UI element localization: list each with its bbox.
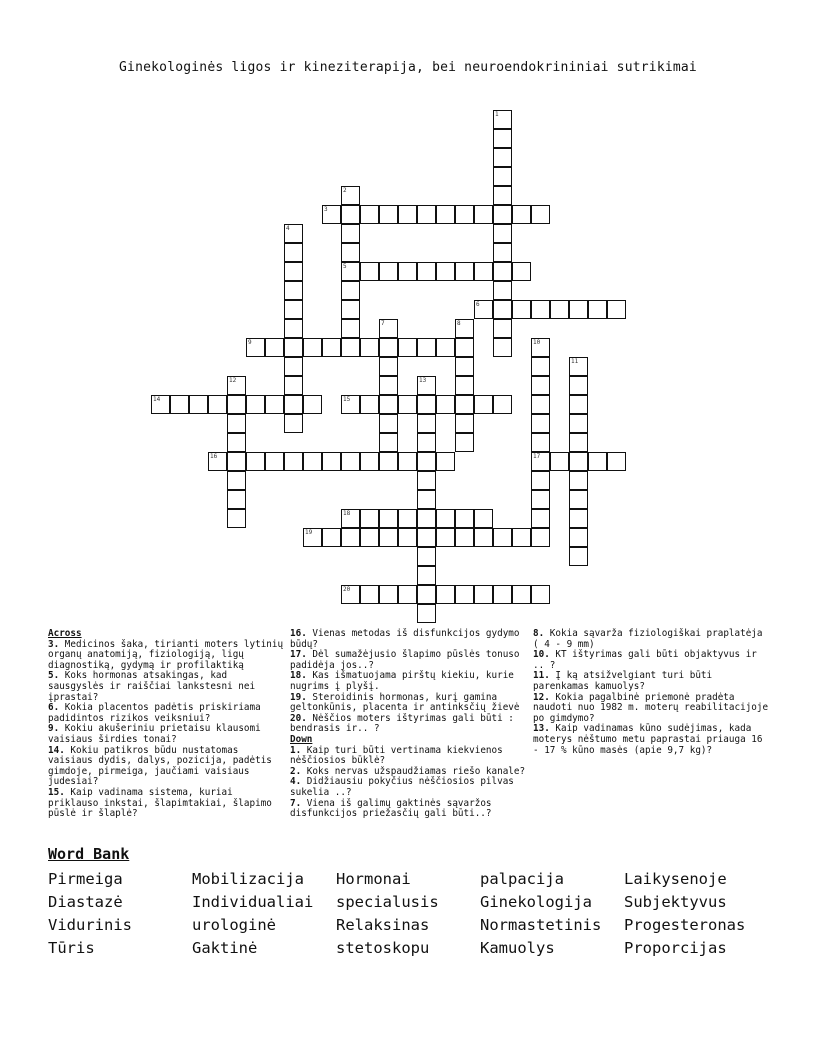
- grid-cell[interactable]: [493, 110, 512, 129]
- grid-cell[interactable]: [455, 205, 474, 224]
- grid-cell[interactable]: [227, 376, 246, 395]
- grid-cell[interactable]: [379, 395, 398, 414]
- clue-text: Kas išmatuojama pirštų kiekiu, kurie nugrims į plyšį.: [290, 670, 514, 692]
- grid-cell[interactable]: [284, 281, 303, 300]
- grid-cell[interactable]: [569, 452, 588, 471]
- puzzle-title: Ginekologinės ligos ir kineziterapija, bei neuroendokrininiai sutrikimai: [119, 60, 697, 75]
- grid-cell[interactable]: [284, 414, 303, 433]
- word-bank-word: Ginekologija: [480, 893, 592, 911]
- word-bank-word: Vidurinis: [48, 916, 132, 934]
- clue-text: Nėščios moters ištyrimas gali būti : bendrasis ir.. ?: [290, 712, 514, 735]
- grid-cell[interactable]: [417, 414, 436, 433]
- grid-cell[interactable]: [493, 243, 512, 262]
- grid-cell[interactable]: [398, 585, 417, 604]
- grid-cell-number: 17: [533, 453, 541, 460]
- grid-cell[interactable]: [284, 376, 303, 395]
- clue-number: 11.: [533, 670, 550, 682]
- grid-cell[interactable]: [436, 509, 455, 528]
- clue-text: Kokiu patikros būdu nustatomas vaisiaus dydis, dalys, pozicija, padėtis gimdoje, pirmeiga, jaučiami vaisiaus judesiai?: [48, 744, 272, 788]
- grid-cell[interactable]: [588, 452, 607, 471]
- grid-cell[interactable]: [284, 319, 303, 338]
- word-bank-word: Subjektyvus: [624, 893, 727, 911]
- grid-cell-number: 4: [286, 225, 290, 232]
- grid-cell[interactable]: [322, 452, 341, 471]
- grid-cell[interactable]: [493, 262, 512, 281]
- grid-cell[interactable]: [588, 300, 607, 319]
- grid-cell[interactable]: [417, 395, 436, 414]
- grid-cell[interactable]: [474, 585, 493, 604]
- clue-text: Kaip vadinamas kūno sudėjimas, kada moterys nėštumo metu paprastai priauga 16 - 17 % kūno masės (apie 9,7 kg)?: [533, 723, 763, 756]
- clue-item: [48, 788, 288, 820]
- grid-cell[interactable]: [227, 414, 246, 433]
- word-bank: [48, 868, 768, 960]
- word-bank-row: [48, 937, 768, 960]
- grid-cell-number: 7: [381, 320, 385, 327]
- grid-cell[interactable]: [455, 376, 474, 395]
- grid-cell[interactable]: [379, 528, 398, 547]
- clue-text: Koks nervas užspaudžiamas riešo kanale?: [301, 765, 526, 777]
- grid-cell[interactable]: [360, 509, 379, 528]
- grid-cell[interactable]: [341, 452, 360, 471]
- grid-cell[interactable]: [379, 585, 398, 604]
- grid-cell[interactable]: [379, 262, 398, 281]
- clue-item: [48, 746, 288, 788]
- grid-cell[interactable]: [227, 433, 246, 452]
- word-bank-word: palpacija: [480, 870, 564, 888]
- word-bank-word: Hormonai: [336, 870, 411, 888]
- clue-item: [533, 724, 773, 756]
- clue-text: Steroidinis hormonas, kurį gamina geltonkūnis, placenta ir antinksčių žievė: [290, 691, 520, 714]
- grid-cell[interactable]: [493, 528, 512, 547]
- grid-cell-number: 3: [324, 206, 328, 213]
- grid-cell-number: 6: [476, 301, 480, 308]
- clue-item: [48, 671, 288, 703]
- grid-cell[interactable]: [170, 395, 189, 414]
- grid-cell[interactable]: [398, 395, 417, 414]
- word-bank-row: [48, 914, 768, 937]
- word-bank-word: Tūris: [48, 939, 95, 957]
- grid-cell[interactable]: [493, 319, 512, 338]
- grid-cell-number: 1: [495, 111, 499, 118]
- grid-cell[interactable]: [208, 452, 227, 471]
- grid-cell[interactable]: [493, 129, 512, 148]
- clue-number: 13.: [533, 723, 550, 735]
- grid-cell[interactable]: [436, 338, 455, 357]
- grid-cell[interactable]: [531, 528, 550, 547]
- grid-cell[interactable]: [360, 528, 379, 547]
- word-bank-word: Normastetinis: [480, 916, 602, 934]
- clue-number: 4.: [290, 776, 302, 788]
- grid-cell[interactable]: [341, 243, 360, 262]
- grid-cell[interactable]: [474, 300, 493, 319]
- clue-text: Dėl sumažėjusio šlapimo pūslės tonuso padidėja jos..?: [290, 649, 520, 671]
- grid-cell[interactable]: [531, 433, 550, 452]
- grid-cell[interactable]: [531, 300, 550, 319]
- grid-cell[interactable]: [417, 585, 436, 604]
- clue-number: 2.: [290, 765, 302, 777]
- grid-cell-number: 10: [533, 339, 541, 346]
- grid-cell[interactable]: [379, 509, 398, 528]
- grid-cell[interactable]: [493, 205, 512, 224]
- word-bank-word: Laikysenoje: [624, 870, 727, 888]
- grid-cell-number: 18: [343, 510, 351, 517]
- grid-cell[interactable]: [455, 433, 474, 452]
- grid-cell[interactable]: [322, 205, 341, 224]
- grid-cell-number: 2: [343, 187, 347, 194]
- word-bank-row: [48, 891, 768, 914]
- grid-cell[interactable]: [341, 338, 360, 357]
- grid-cell[interactable]: [436, 585, 455, 604]
- word-bank-word: Pirmeiga: [48, 870, 123, 888]
- grid-cell[interactable]: [512, 528, 531, 547]
- grid-cell[interactable]: [474, 395, 493, 414]
- grid-cell[interactable]: [379, 433, 398, 452]
- grid-cell[interactable]: [417, 509, 436, 528]
- grid-cell[interactable]: [531, 585, 550, 604]
- grid-cell[interactable]: [322, 338, 341, 357]
- grid-cell[interactable]: [493, 281, 512, 300]
- clues-column-2: [290, 629, 530, 820]
- grid-cell[interactable]: [227, 471, 246, 490]
- grid-cell[interactable]: [474, 262, 493, 281]
- grid-cell[interactable]: [341, 205, 360, 224]
- grid-cell[interactable]: [455, 528, 474, 547]
- grid-cell[interactable]: [550, 300, 569, 319]
- grid-cell[interactable]: [531, 414, 550, 433]
- grid-cell[interactable]: [284, 224, 303, 243]
- word-bank-title: Word Bank: [48, 845, 130, 863]
- grid-cell-number: 20: [343, 586, 351, 593]
- grid-cell-number: 16: [210, 453, 218, 460]
- grid-cell[interactable]: [341, 528, 360, 547]
- clue-text: Didžiausiu pokyčius nėščiosios pilvas sukelia ..?: [290, 776, 514, 798]
- grid-cell[interactable]: [417, 566, 436, 585]
- grid-cell[interactable]: [474, 205, 493, 224]
- clue-text: Viena iš galimų gaktinės sąvaržos disfunkcijos priežasčių gali būti..?: [290, 797, 492, 820]
- clue-number: 14.: [48, 744, 65, 756]
- clue-text: Kaip vadinama sistema, kuriai priklauso inkstai, šlapimtakiai, šlapimo pūslė ir šlaplė?: [48, 786, 272, 820]
- grid-cell[interactable]: [341, 395, 360, 414]
- clue-number: 8.: [533, 628, 545, 639]
- clues-column-1: [48, 629, 288, 820]
- grid-cell[interactable]: [493, 224, 512, 243]
- grid-cell[interactable]: [189, 395, 208, 414]
- grid-cell[interactable]: [284, 452, 303, 471]
- grid-cell-number: 9: [248, 339, 252, 346]
- clue-text: Vienas metodas iš disfunkcijos gydymo būdų?: [290, 628, 520, 650]
- clue-number: 10.: [533, 649, 550, 661]
- grid-cell[interactable]: [493, 148, 512, 167]
- grid-cell[interactable]: [474, 509, 493, 528]
- grid-cell[interactable]: [341, 319, 360, 338]
- clue-item: [533, 629, 773, 650]
- grid-cell[interactable]: [455, 357, 474, 376]
- grid-cell[interactable]: [284, 243, 303, 262]
- clue-text: Medicinos šaka, tirianti moters lytinių organų anatomiją, fiziologiją, ligų diagnostiką, gydymą ir profilaktiką: [48, 638, 284, 671]
- grid-cell[interactable]: [569, 300, 588, 319]
- clue-number: 3.: [48, 638, 60, 650]
- grid-cell[interactable]: [341, 262, 360, 281]
- grid-cell[interactable]: [512, 300, 531, 319]
- grid-cell[interactable]: [284, 357, 303, 376]
- grid-cell-number: 8: [457, 320, 461, 327]
- grid-cell[interactable]: [417, 471, 436, 490]
- clue-number: 5.: [48, 670, 60, 682]
- grid-cell[interactable]: [379, 376, 398, 395]
- grid-cell[interactable]: [531, 490, 550, 509]
- grid-cell[interactable]: [360, 452, 379, 471]
- grid-cell-number: 11: [571, 358, 579, 365]
- word-bank-word: stetoskopu: [336, 939, 430, 957]
- grid-cell-number: 14: [153, 396, 161, 403]
- word-bank-word: Gaktinė: [192, 939, 258, 957]
- grid-cell[interactable]: [303, 528, 322, 547]
- grid-cell-number: 13: [419, 377, 427, 384]
- grid-cell[interactable]: [246, 395, 265, 414]
- word-bank-word: Progesteronas: [624, 916, 746, 934]
- grid-cell[interactable]: [398, 528, 417, 547]
- grid-cell[interactable]: [341, 585, 360, 604]
- grid-cell[interactable]: [417, 262, 436, 281]
- clues-column-3: [533, 629, 773, 756]
- clue-number: 7.: [290, 797, 302, 809]
- clue-text: Koks hormonas atsakingas, kad sausgyslės ir raiščiai lankstesni nei įprastai?: [48, 670, 256, 703]
- grid-cell[interactable]: [474, 528, 493, 547]
- grid-cell[interactable]: [531, 509, 550, 528]
- grid-cell[interactable]: [417, 433, 436, 452]
- clue-number: 17.: [290, 649, 307, 661]
- clue-item: [533, 650, 773, 671]
- clue-number: 1.: [290, 744, 302, 756]
- clue-text: Kokia placentos padėtis priskiriama padidintos rizikos veiksniui?: [48, 702, 261, 724]
- clue-text: Kokiu akušeriniu prietaisu klausomi vaisiaus širdies tonai?: [48, 723, 261, 745]
- grid-cell[interactable]: [493, 167, 512, 186]
- grid-cell[interactable]: [398, 205, 417, 224]
- grid-cell[interactable]: [360, 585, 379, 604]
- grid-cell[interactable]: [455, 319, 474, 338]
- grid-cell[interactable]: [569, 357, 588, 376]
- grid-cell[interactable]: [436, 205, 455, 224]
- clue-text: Į ką atsižvelgiant turi būti parenkamas kamuolys?: [533, 670, 713, 692]
- clue-item: [290, 799, 530, 820]
- grid-cell[interactable]: [607, 300, 626, 319]
- grid-cell[interactable]: [284, 338, 303, 357]
- grid-cell[interactable]: [341, 224, 360, 243]
- grid-cell[interactable]: [531, 205, 550, 224]
- grid-cell[interactable]: [417, 490, 436, 509]
- clue-number: 6.: [48, 702, 60, 714]
- grid-cell[interactable]: [246, 338, 265, 357]
- grid-cell[interactable]: [569, 395, 588, 414]
- word-bank-word: Relaksinas: [336, 916, 430, 934]
- grid-cell[interactable]: [569, 490, 588, 509]
- clue-number: 20.: [290, 712, 307, 724]
- grid-cell[interactable]: [379, 357, 398, 376]
- word-bank-word: Diastazė: [48, 893, 123, 911]
- grid-cell[interactable]: [227, 452, 246, 471]
- grid-cell[interactable]: [569, 509, 588, 528]
- grid-cell[interactable]: [360, 395, 379, 414]
- grid-cell[interactable]: [208, 395, 227, 414]
- clue-item: [48, 724, 288, 745]
- grid-cell[interactable]: [455, 338, 474, 357]
- clue-text: Kokia pagalbinė priemonė pradėta naudoti nuo 1982 m. moterų reabilitacijoje po gimdymo?: [533, 691, 769, 724]
- grid-cell[interactable]: [398, 452, 417, 471]
- grid-cell[interactable]: [531, 395, 550, 414]
- grid-cell-number: 19: [305, 529, 313, 536]
- word-bank-word: Individualiai: [192, 893, 314, 911]
- grid-cell[interactable]: [569, 433, 588, 452]
- clue-item: [290, 629, 530, 650]
- grid-cell[interactable]: [360, 338, 379, 357]
- clue-number: 12.: [533, 691, 550, 703]
- clue-number: 18.: [290, 670, 307, 682]
- grid-cell-number: 12: [229, 377, 237, 384]
- grid-cell[interactable]: [227, 509, 246, 528]
- grid-cell[interactable]: [531, 452, 550, 471]
- grid-cell[interactable]: [360, 205, 379, 224]
- grid-cell[interactable]: [512, 585, 531, 604]
- grid-cell[interactable]: [265, 338, 284, 357]
- grid-cell[interactable]: [493, 338, 512, 357]
- grid-cell[interactable]: [341, 509, 360, 528]
- clue-item: [290, 714, 530, 735]
- grid-cell[interactable]: [322, 528, 341, 547]
- clue-text: KT ištyrimas gali būti objaktyvus ir .. ?: [533, 649, 757, 671]
- clue-item: [290, 693, 530, 714]
- grid-cell[interactable]: [417, 338, 436, 357]
- grid-cell[interactable]: [151, 395, 170, 414]
- clue-item: [533, 671, 773, 692]
- clue-number: 19.: [290, 691, 307, 703]
- grid-cell[interactable]: [341, 186, 360, 205]
- word-bank-row: [48, 868, 768, 891]
- word-bank-word: Mobilizacija: [192, 870, 304, 888]
- grid-cell[interactable]: [455, 509, 474, 528]
- grid-cell[interactable]: [531, 376, 550, 395]
- grid-cell[interactable]: [265, 452, 284, 471]
- clue-text: Kokia sąvarža fiziologiškai praplatėja ( 4 - 9 mm): [533, 628, 763, 650]
- word-bank-word: urologinė: [192, 916, 276, 934]
- word-bank-word: Kamuolys: [480, 939, 555, 957]
- grid-cell[interactable]: [265, 395, 284, 414]
- grid-cell[interactable]: [341, 281, 360, 300]
- grid-cell[interactable]: [303, 452, 322, 471]
- grid-cell[interactable]: [493, 585, 512, 604]
- grid-cell[interactable]: [455, 262, 474, 281]
- grid-cell[interactable]: [284, 300, 303, 319]
- grid-cell[interactable]: [379, 338, 398, 357]
- grid-cell[interactable]: [493, 395, 512, 414]
- grid-cell[interactable]: [455, 395, 474, 414]
- clue-item: [48, 640, 288, 672]
- grid-cell[interactable]: [455, 414, 474, 433]
- grid-cell[interactable]: [550, 452, 569, 471]
- grid-cell[interactable]: [379, 452, 398, 471]
- grid-cell[interactable]: [417, 528, 436, 547]
- grid-cell[interactable]: [398, 338, 417, 357]
- grid-cell[interactable]: [455, 585, 474, 604]
- grid-cell[interactable]: [227, 395, 246, 414]
- grid-cell[interactable]: [379, 414, 398, 433]
- across-heading: Across: [48, 628, 82, 639]
- grid-cell[interactable]: [531, 357, 550, 376]
- grid-cell[interactable]: [303, 338, 322, 357]
- grid-cell[interactable]: [512, 262, 531, 281]
- grid-cell[interactable]: [569, 471, 588, 490]
- grid-cell[interactable]: [569, 414, 588, 433]
- grid-cell[interactable]: [341, 300, 360, 319]
- grid-cell[interactable]: [531, 471, 550, 490]
- grid-cell[interactable]: [417, 376, 436, 395]
- grid-cell[interactable]: [436, 528, 455, 547]
- clue-item: [533, 693, 773, 725]
- clue-number: 16.: [290, 628, 307, 639]
- grid-cell[interactable]: [569, 376, 588, 395]
- grid-cell[interactable]: [569, 547, 588, 566]
- grid-cell[interactable]: [246, 452, 265, 471]
- grid-cell[interactable]: [284, 395, 303, 414]
- clue-item: [290, 671, 530, 692]
- clue-item: [48, 703, 288, 724]
- grid-cell[interactable]: [398, 509, 417, 528]
- grid-cell[interactable]: [398, 262, 417, 281]
- grid-cell[interactable]: [379, 319, 398, 338]
- grid-cell-number: 15: [343, 396, 351, 403]
- grid-cell[interactable]: [303, 395, 322, 414]
- clue-number: 9.: [48, 723, 60, 735]
- grid-cell[interactable]: [417, 547, 436, 566]
- grid-cell[interactable]: [512, 205, 531, 224]
- grid-cell[interactable]: [417, 604, 436, 623]
- grid-cell[interactable]: [227, 490, 246, 509]
- word-bank-word: Proporcijas: [624, 939, 727, 957]
- grid-cell[interactable]: [531, 338, 550, 357]
- grid-cell[interactable]: [284, 262, 303, 281]
- grid-cell[interactable]: [417, 205, 436, 224]
- grid-cell[interactable]: [360, 262, 379, 281]
- grid-cell[interactable]: [436, 262, 455, 281]
- grid-cell[interactable]: [436, 395, 455, 414]
- grid-cell[interactable]: [436, 452, 455, 471]
- clue-text: Kaip turi būti vertinama kiekvienos nėščiosios būklė?: [290, 744, 503, 767]
- grid-cell[interactable]: [493, 186, 512, 205]
- clue-item: [290, 650, 530, 671]
- word-bank-word: specialusis: [336, 893, 439, 911]
- clue-item: [290, 777, 530, 798]
- grid-cell[interactable]: [493, 300, 512, 319]
- grid-cell[interactable]: [417, 452, 436, 471]
- grid-cell-number: 5: [343, 263, 347, 270]
- grid-cell[interactable]: [607, 452, 626, 471]
- grid-cell[interactable]: [569, 528, 588, 547]
- grid-cell[interactable]: [379, 205, 398, 224]
- clue-number: 15.: [48, 786, 65, 798]
- clue-item: [290, 746, 530, 767]
- down-heading: Down: [290, 733, 313, 745]
